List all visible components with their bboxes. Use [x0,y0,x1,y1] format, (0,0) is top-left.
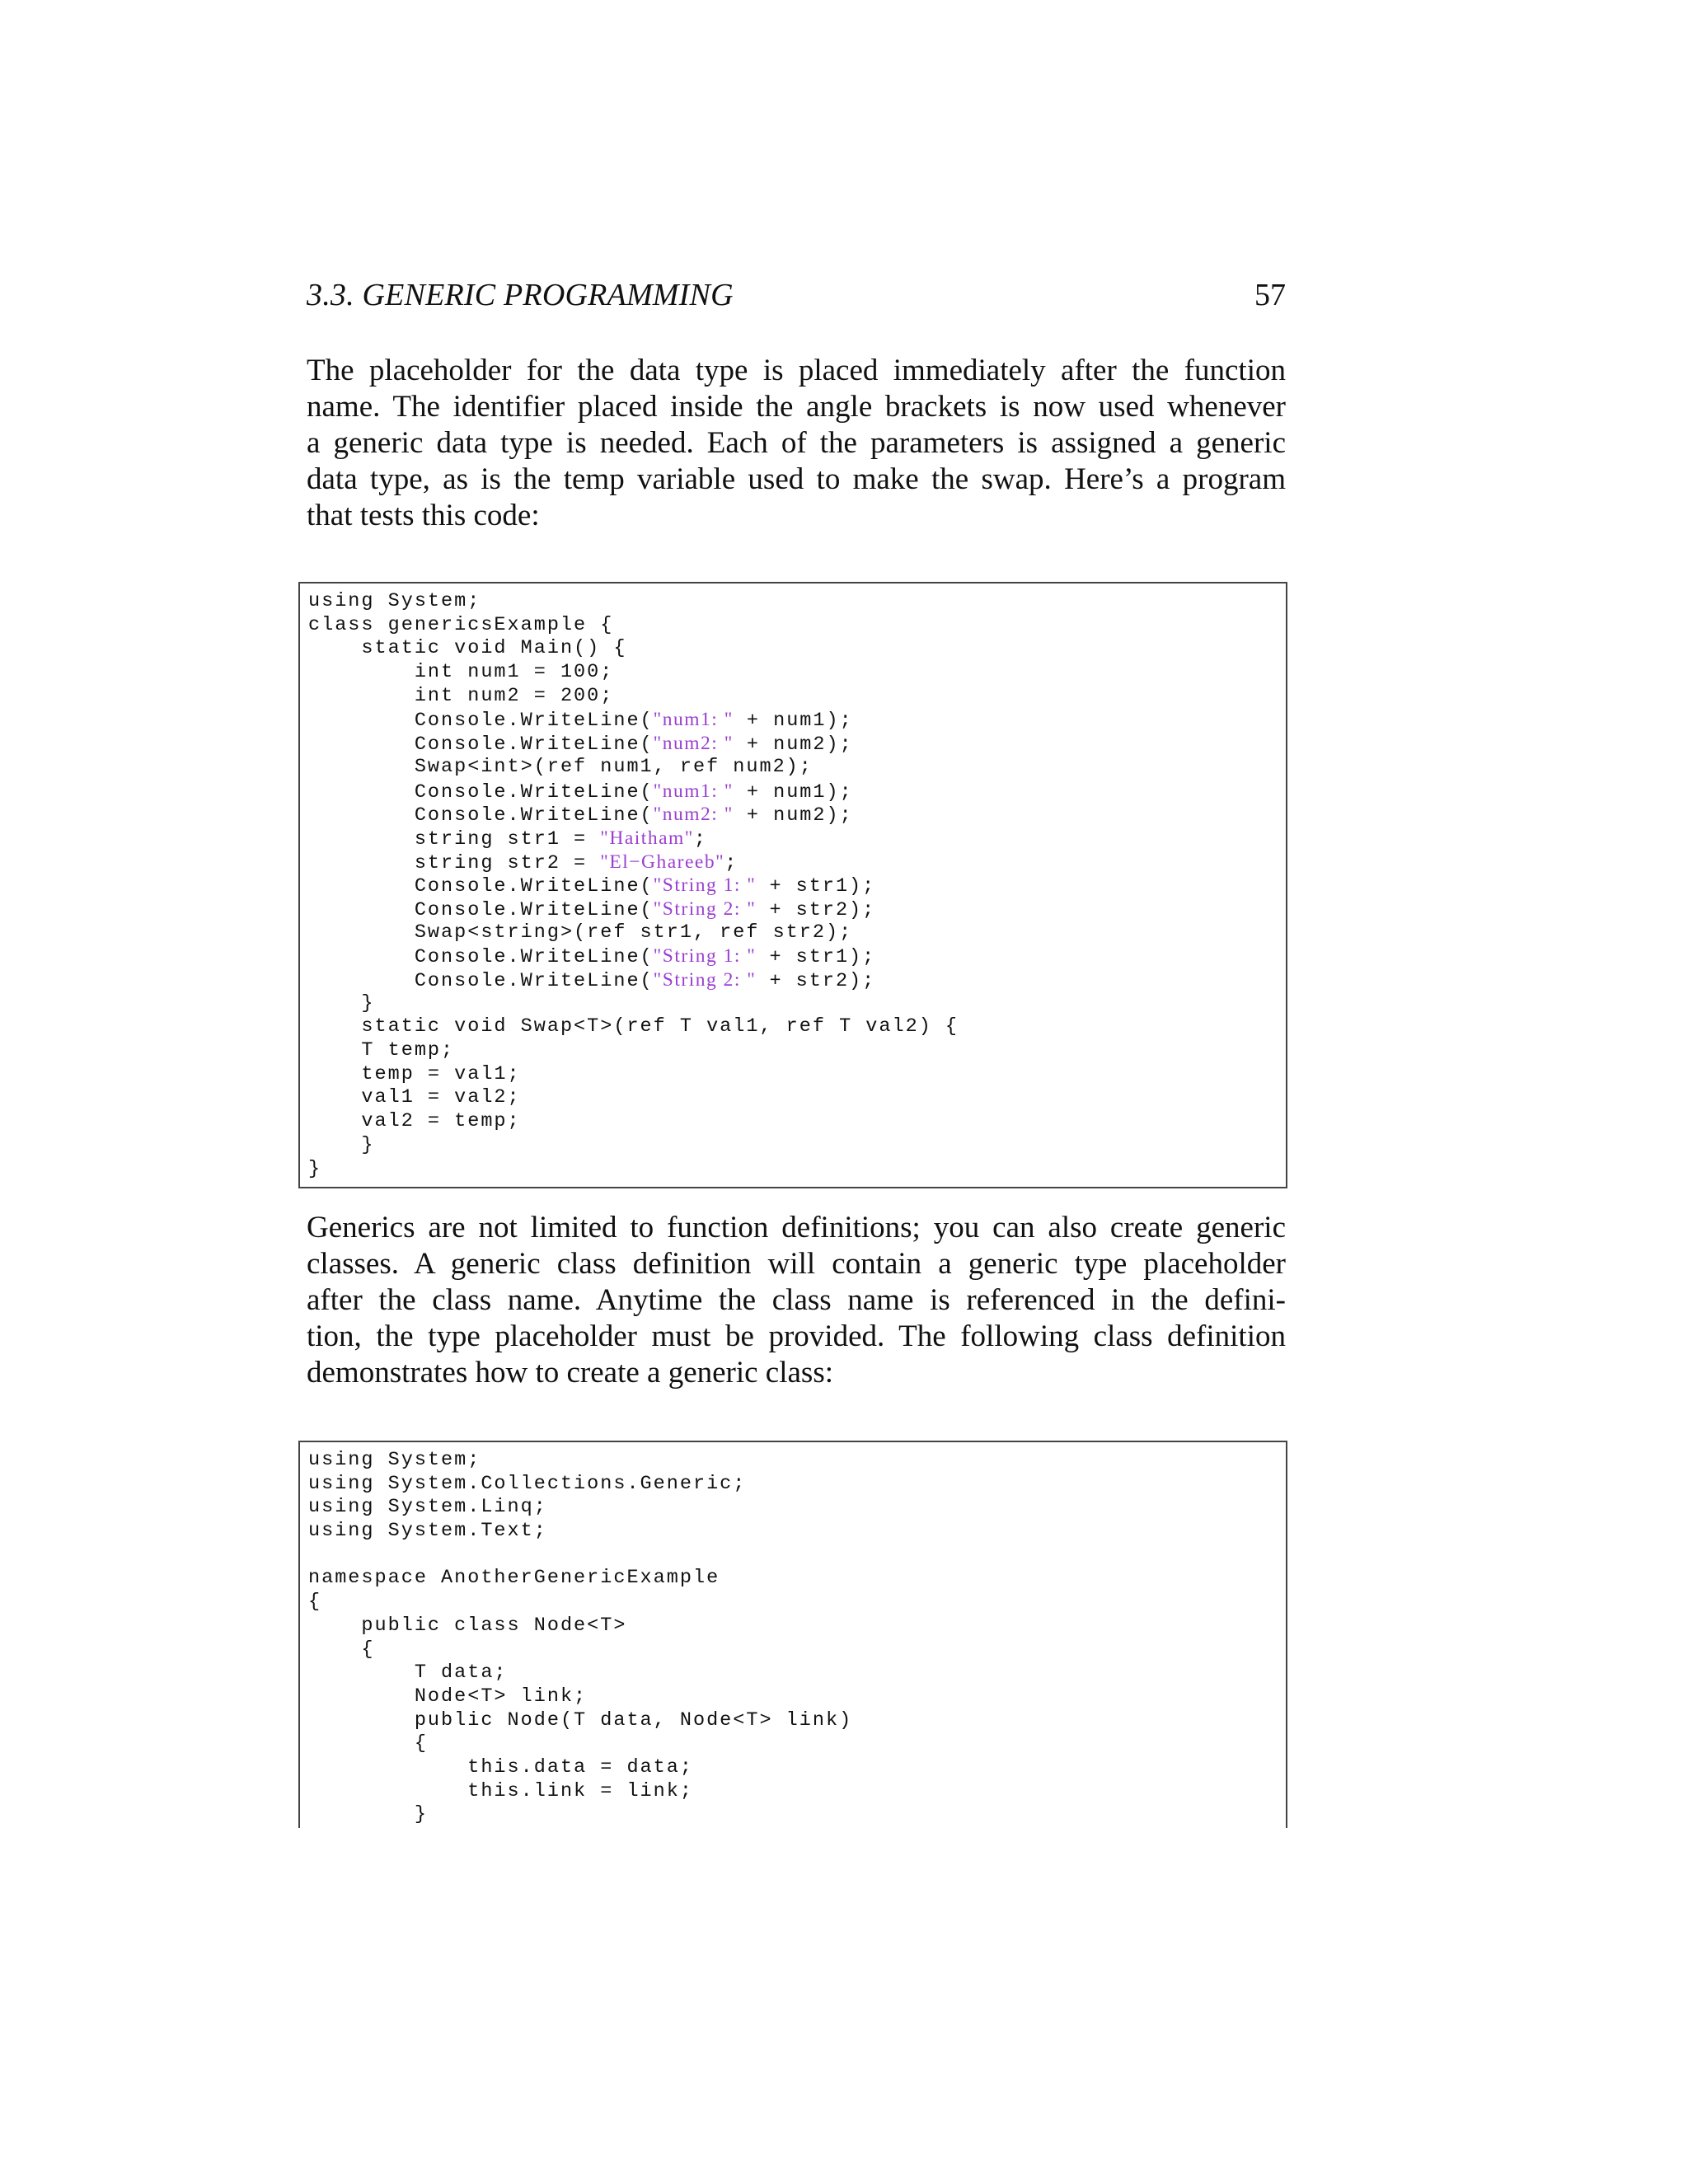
code-listing-swap [298,582,1287,1188]
code-line: int num1 = 100; [308,661,614,684]
paragraph-line: tion, the type placeholder must be provided. The following class definition [307,1319,1286,1353]
code-line: { [308,1732,428,1755]
code-line: Console.WriteLine("String 1: " + str1); [308,874,876,898]
code-line: using System; [308,590,481,612]
paragraph-line: demonstrates how to create a generic class: [307,1356,834,1390]
code-line: } [308,991,375,1015]
code-line: namespace AnotherGenericExample [308,1567,720,1590]
running-header [307,272,1286,318]
code-line: T data; [308,1661,508,1685]
paragraph-line: name. The identifier placed inside the angle brackets is now used whenever [307,390,1286,424]
code-line: int num2 = 200; [308,684,614,707]
code-line: Node<T> link; [308,1685,588,1708]
code-block [300,583,1286,1181]
code-line: using System.Text; [308,1520,547,1543]
string-literal: "String 2: " [653,969,757,991]
string-literal: "String 1: " [653,945,757,968]
code-listing-node-class [298,1441,1287,1828]
code-line: static void Main() { [308,637,627,660]
code-line: using System.Collections.Generic; [308,1472,747,1495]
code-line: T temp; [308,1039,455,1062]
code-line: } [308,1133,375,1156]
string-literal: "String 1: " [653,874,757,897]
paragraph-line: a generic data type is needed. Each of the parameters is assigned a generic [307,426,1286,460]
code-line: { [308,1638,375,1661]
code-line: } [308,1803,428,1826]
paragraph-line: data type, as is the temp variable used to make the swap. Here’s a program [307,462,1286,496]
code-line: string str2 = "El−Ghareeb"; [308,851,738,874]
code-line: public Node(T data, Node<T> link) [308,1708,853,1732]
code-line: val2 = temp; [308,1110,521,1133]
string-literal: "String 2: " [653,898,757,920]
code-line: using System; [308,1449,481,1471]
code-line: Console.WriteLine("num2: " + num2); [308,733,853,757]
string-literal: "num2: " [653,733,734,755]
code-line [308,1544,1286,1568]
string-literal: "Haitham" [600,827,694,849]
code-line: Console.WriteLine("String 1: " + str1); [308,945,876,969]
code-block [300,1442,1286,1827]
string-literal: "num1: " [653,709,734,731]
code-line: Console.WriteLine("num2: " + num2); [308,804,853,827]
paragraph-line: that tests this code: [307,499,540,532]
code-line: temp = val1; [308,1062,521,1085]
string-literal: "num1: " [653,780,734,802]
paragraph-line: Generics are not limited to function definitions; you can also create generic [307,1211,1286,1244]
code-line: } [308,1157,322,1180]
code-line: Swap<int>(ref num1, ref num2); [308,755,813,778]
code-line: { [308,1591,322,1614]
code-line: string str1 = "Haitham"; [308,827,707,851]
paragraph-line: after the class name. Anytime the class name is referenced in the defini- [307,1283,1286,1317]
code-line: val1 = val2; [308,1086,521,1109]
code-line: Console.WriteLine("String 2: " + str2); [308,898,876,921]
code-line: Console.WriteLine("num1: " + num1); [308,780,853,804]
paragraph-intro [307,353,1286,534]
code-line: this.link = link; [308,1779,693,1802]
paragraph-line: classes. A generic class definition will contain a generic type placeholder [307,1247,1286,1281]
code-line: class genericsExample { [308,613,614,636]
code-line: Swap<string>(ref str1, ref str2); [308,921,853,944]
code-line: this.data = data; [308,1755,693,1779]
code-line: static void Swap<T>(ref T val1, ref T val2) { [308,1015,959,1038]
paragraph-line: The placeholder for the data type is placed immediately after the function [307,354,1286,387]
code-line: Console.WriteLine("num1: " + num1); [308,709,853,733]
code-line: Console.WriteLine("String 2: " + str2); [308,969,876,992]
paragraph-generic-classes [307,1210,1286,1391]
code-line: public class Node<T> [308,1614,627,1637]
page-number: 57 [1254,278,1286,312]
string-literal: "El−Ghareeb" [600,851,725,873]
code-line: using System.Linq; [308,1496,547,1519]
section-title: 3.3. GENERIC PROGRAMMING [307,278,734,312]
string-literal: "num2: " [653,804,734,826]
